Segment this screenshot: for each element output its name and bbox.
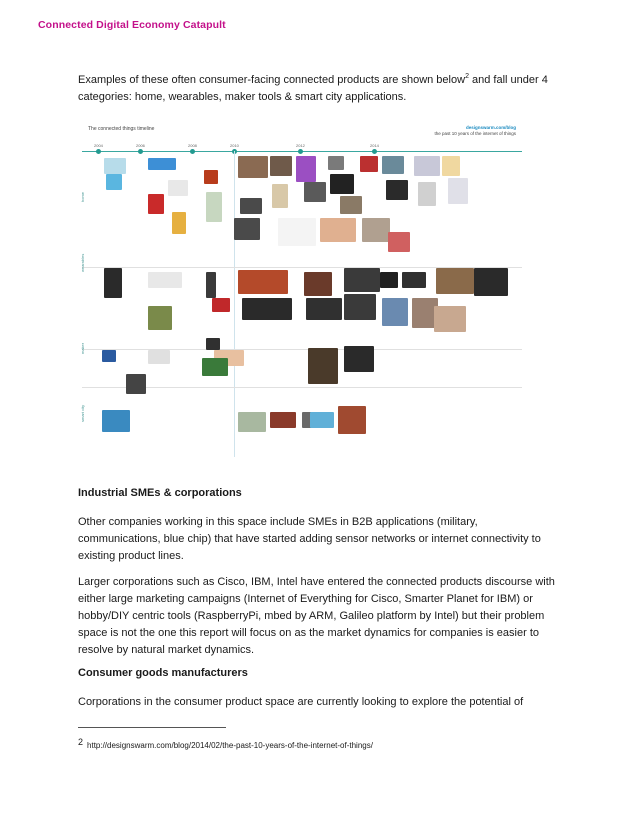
timeline-dot (190, 149, 195, 154)
product-image (102, 350, 116, 362)
iot-timeline-figure (82, 122, 522, 457)
product-image (448, 178, 468, 204)
product-image (148, 306, 172, 330)
figure-note-text: the past 10 years of the internet of things (434, 131, 516, 136)
product-image (104, 268, 122, 298)
timeline-dot (138, 149, 143, 154)
product-image (238, 270, 288, 294)
product-image (238, 156, 268, 178)
intro-text-end: and fall under 4 categories: home, wearables, maker tools & smart city applications. (78, 74, 548, 103)
product-image (270, 156, 292, 176)
product-image (242, 298, 292, 320)
product-image (270, 412, 296, 428)
product-image (414, 156, 440, 176)
product-image (434, 306, 466, 332)
product-image (148, 194, 164, 214)
product-image (148, 350, 170, 364)
product-image (388, 232, 410, 252)
product-image (386, 180, 408, 200)
product-image (206, 272, 216, 298)
product-image (436, 268, 474, 294)
row-label: wearables (80, 253, 85, 272)
product-image (442, 156, 460, 176)
footnote-link[interactable]: http://designswarm.com/blog/2014/02/the-past-10-years-of-the-internet-of-things/ (87, 741, 373, 750)
product-image (204, 170, 218, 184)
product-image (474, 268, 508, 296)
product-image (310, 412, 334, 428)
product-image (306, 298, 342, 320)
timeline-year: 2012 (296, 143, 305, 148)
product-image (172, 212, 186, 234)
figure-note (416, 125, 516, 137)
row-label: maker (80, 342, 85, 354)
paragraph-industrial-2: Larger corporations such as Cisco, IBM, Intel have entered the connected products discourse with either large marketing campaigns (Internet of Everything for Cisco, Smarter Planet for IBM) or hobby/DIY centric tools (RaspberryPi, mbed by ARM, Galileo platform by Intel) but their problem space is not the one this report will focus on as the market dynamics for companies is easier to resolve by natural market dynamics. (78, 576, 555, 656)
brand-logo: Connected Digital Economy Catapult (38, 19, 226, 31)
row-label: smart city (80, 404, 85, 422)
product-image (126, 374, 146, 394)
product-image (102, 410, 130, 432)
product-image (320, 218, 356, 242)
row-label: home (80, 191, 85, 202)
product-image (206, 338, 220, 350)
product-image (240, 198, 262, 214)
timeline-dot (96, 149, 101, 154)
product-image (202, 358, 228, 376)
footnote-ref[interactable]: 2 (465, 73, 469, 80)
timeline-year: 2004 (94, 143, 103, 148)
product-image (148, 158, 176, 170)
product-image (234, 218, 260, 240)
product-image (206, 192, 222, 222)
timeline-dot (372, 149, 377, 154)
intro-paragraph (78, 72, 558, 106)
footnote-divider (78, 727, 226, 728)
product-image (296, 156, 316, 182)
paragraph-consumer-goods: Corporations in the consumer product space are currently looking to explore the potential of (78, 696, 524, 708)
timeline-year: 2014 (370, 143, 379, 148)
timeline-guide (234, 151, 235, 457)
footnote (78, 737, 373, 750)
product-image (340, 196, 362, 214)
product-image (238, 412, 266, 432)
product-image (148, 272, 182, 288)
timeline-year: 2010 (230, 143, 239, 148)
product-image (362, 218, 390, 242)
timeline-dot (298, 149, 303, 154)
product-image (344, 268, 380, 292)
heading-industrial: Industrial SMEs & corporations (78, 487, 242, 499)
product-image (272, 184, 288, 208)
product-image (418, 182, 436, 206)
product-image (278, 218, 316, 246)
heading-consumer-goods: Consumer goods manufacturers (78, 667, 248, 679)
product-image (360, 156, 378, 172)
product-image (344, 346, 374, 372)
product-image (344, 294, 376, 320)
product-image (304, 272, 332, 296)
product-image (328, 156, 344, 170)
product-image (380, 272, 398, 288)
product-image (382, 298, 408, 326)
product-image (106, 174, 122, 190)
footnote-number: 2 (78, 737, 84, 747)
row-divider (82, 387, 522, 388)
product-image (104, 158, 126, 174)
product-image (338, 406, 366, 434)
product-image (402, 272, 426, 288)
paragraph-industrial-1: Other companies working in this space include SMEs in B2B applications (military, communications, blue chip) that have started adding sensor networks or internet connectivity to existing product lines. (78, 516, 541, 562)
product-image (304, 182, 326, 202)
timeline-year: 2006 (136, 143, 145, 148)
timeline-year: 2008 (188, 143, 197, 148)
product-image (382, 156, 404, 174)
product-image (330, 174, 354, 194)
intro-text: Examples of these often consumer-facing connected products are shown below (78, 74, 466, 86)
product-image (308, 348, 338, 384)
figure-note-title: designswarm.com/blog (465, 125, 516, 130)
figure-title: The connected things timeline (88, 126, 155, 132)
product-image (212, 298, 230, 312)
product-image (168, 180, 188, 196)
